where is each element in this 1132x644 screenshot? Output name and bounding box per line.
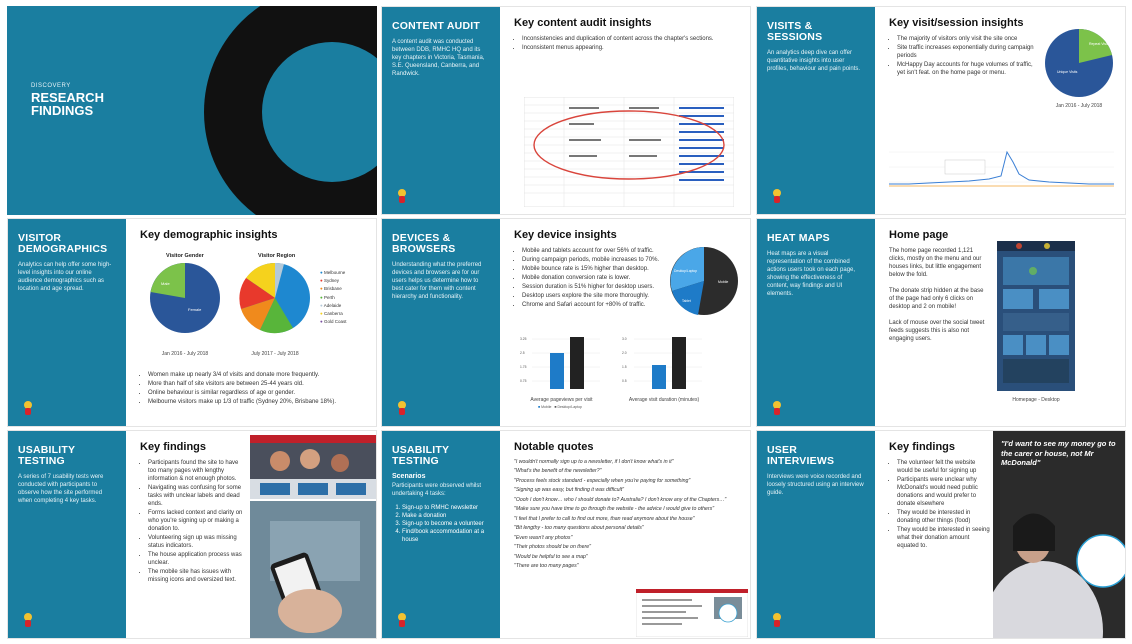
pie-label: Desktop/Laptop bbox=[674, 269, 698, 273]
slide-notable-quotes[interactable] bbox=[381, 430, 751, 639]
slide-heat-maps[interactable] bbox=[756, 218, 1126, 427]
side-text: A content audit was conducted between DDB, RMHC HQ and its key chapters in Victoria, Tasmania, S.E. Queensland, Canberra, and Randwick. bbox=[392, 39, 485, 77]
side-text: Interviews were voice recorded and loosely structured using an interview guide. bbox=[767, 474, 864, 496]
list-item: • Inconsistencies and duplication of content across the chapter's sections. bbox=[522, 35, 742, 43]
slide-heading: Key demographic insights bbox=[140, 229, 278, 241]
side-title: USER INTERVIEWS bbox=[767, 444, 835, 467]
legend-item: ● Adelaide bbox=[320, 302, 342, 308]
region-caption: July 2017 - July 2018 bbox=[251, 351, 299, 357]
insights-list bbox=[514, 35, 742, 52]
rmhc-logo-icon bbox=[22, 612, 34, 628]
legend-item: ● Brisbane bbox=[320, 286, 342, 292]
paragraph: The home page recorded 1,121 clicks, mostly on the menu and our houses links, but little engagement below the fold. bbox=[889, 248, 982, 278]
list-item: • Melbourne visitors make up 1/3 of traffic (Sydney 20%, Brisbane 18%). bbox=[148, 398, 370, 406]
list-item: 1. Sign-up to RMHC newsletter bbox=[402, 504, 490, 512]
list-item: • Session duration is 51% higher for desktop users. bbox=[522, 283, 662, 291]
list-item: • Chrome and Safari account for +80% of traffic. bbox=[522, 301, 662, 309]
quote: "I wouldn't normally sign up to a newsletter, if I don't know what's in it" bbox=[514, 459, 674, 465]
paragraph: Lack of mouse over the social tweet feeds suggests this is also not engaging users. bbox=[889, 320, 985, 342]
rmhc-logo-icon bbox=[396, 612, 408, 628]
audit-spreadsheet-image bbox=[524, 97, 734, 207]
slide-content-audit[interactable] bbox=[381, 6, 751, 215]
list-item: • Participants found the site to have too many pages with lengthy information & not enough photos. bbox=[148, 459, 245, 483]
device-pie-chart bbox=[668, 245, 740, 317]
slide-heading: Notable quotes bbox=[514, 441, 594, 453]
svg-text:1.75: 1.75 bbox=[520, 365, 527, 369]
list-item: • The majority of visitors only visit the site once bbox=[897, 35, 1034, 43]
side-title: VISITS & SESSIONS bbox=[767, 20, 823, 43]
side-panel bbox=[757, 431, 875, 638]
side-panel bbox=[8, 219, 126, 426]
findings-list bbox=[889, 459, 991, 550]
side-panel bbox=[382, 431, 500, 638]
rmhc-logo-icon bbox=[771, 188, 783, 204]
side-title: USABILITY TESTING bbox=[392, 444, 450, 467]
rmhc-logo-icon bbox=[396, 188, 408, 204]
svg-text:1.5: 1.5 bbox=[622, 365, 627, 369]
list-item: • Navigating was confusing for some tasks with unclear labels and dead ends. bbox=[148, 484, 245, 508]
side-text: A series of 7 usability tests were conducted with participants to observe how the site performed when completing 4 key tasks. bbox=[18, 474, 104, 504]
list-item: 2. Make a donation bbox=[402, 512, 490, 520]
traffic-line-chart bbox=[889, 132, 1114, 207]
side-title: VISITOR DEMOGRAPHICS bbox=[18, 232, 108, 255]
slide-devices-browsers[interactable] bbox=[381, 218, 751, 427]
side-title: DEVICES & BROWSERS bbox=[392, 232, 456, 255]
quote: "What's the benefit of the newsletter?" bbox=[514, 468, 602, 475]
testing-session-screenshot bbox=[636, 589, 748, 637]
side-title: USABILITY TESTING bbox=[18, 444, 76, 467]
pie-label: Female bbox=[188, 307, 202, 312]
list-item: • They would be interested in seeing what their donation amount equated to. bbox=[897, 526, 991, 550]
interview-quote: "I'd want to see my money go to the carer or house, not Mr McDonald" bbox=[1001, 439, 1116, 467]
slide-heading: Key device insights bbox=[514, 229, 617, 241]
tasks-list bbox=[392, 504, 490, 544]
legend-item: ● Melbourne bbox=[320, 270, 346, 275]
pie-label: Unique Visits bbox=[1057, 70, 1078, 74]
side-panel bbox=[8, 431, 126, 638]
visits-pie-chart bbox=[1043, 27, 1115, 99]
legend-item: ● Gold Coast bbox=[320, 319, 347, 325]
list-item: • Site traffic increases exponentially during campaign periods bbox=[897, 44, 1034, 60]
quotes-list bbox=[514, 459, 744, 570]
list-item: • The volunteer felt the website would be useful for signing up bbox=[897, 459, 991, 475]
quote: "Bit lengthy - too many questions about personal details" bbox=[514, 525, 644, 532]
chart2-caption: Average visit duration (minutes) bbox=[628, 397, 700, 403]
slide-user-interviews[interactable] bbox=[756, 430, 1126, 639]
list-item: • The house application process was unclear. bbox=[148, 551, 245, 567]
side-panel bbox=[382, 219, 500, 426]
list-item: • Forms lacked context and clarity on who you're signing up or making a donation to. bbox=[148, 509, 245, 533]
pie-label: Mobile bbox=[718, 280, 729, 284]
pageviews-bar-chart bbox=[520, 331, 600, 393]
findings-list bbox=[140, 459, 245, 584]
side-title: HEAT MAPS bbox=[767, 232, 830, 244]
list-item: • Mobile bounce rate is 15% higher than desktop. bbox=[522, 265, 662, 273]
quote: "Their photos should be on there" bbox=[514, 544, 591, 551]
svg-text:3.0: 3.0 bbox=[622, 337, 627, 341]
chart-legend: ■ Mobile ■ Desktop/Laptop bbox=[538, 405, 582, 409]
region-pie-chart bbox=[238, 261, 312, 335]
legend-item: ● Canberra bbox=[320, 311, 343, 317]
slide-heading: Home page bbox=[889, 229, 949, 241]
slide-heading: Key findings bbox=[140, 441, 207, 453]
list-item: • Mobile and tablets account for over 56% of traffic. bbox=[522, 247, 662, 255]
interview-photo bbox=[993, 431, 1126, 639]
slide-heading: Key findings bbox=[889, 441, 956, 453]
legend-item: ● Sydney bbox=[320, 278, 339, 284]
pie-label: Tablet bbox=[682, 299, 691, 303]
gender-caption: Jan 2016 - July 2018 bbox=[161, 351, 209, 357]
side-text: An analytics deep dive can offer quantitative insights into user profiles, behaviour and pain points. bbox=[767, 50, 861, 72]
slide-visitor-demographics[interactable] bbox=[7, 218, 377, 427]
region-chart-title: Visitor Region bbox=[258, 253, 296, 259]
pie-caption: Jan 2016 - July 2018 bbox=[1055, 103, 1103, 109]
list-item: • Women make up nearly 3/4 of visits and donate more frequently. bbox=[148, 371, 370, 379]
phone-testing-photo bbox=[250, 501, 377, 639]
svg-text:2.0: 2.0 bbox=[622, 351, 627, 355]
list-item: • The mobile site has issues with missing icons and oversized text. bbox=[148, 568, 245, 584]
side-text: Understanding what the preferred devices and browsers are for our users helps us determine how to best cater for them with content hierarchy and functionality. bbox=[392, 262, 482, 300]
svg-text:2.5: 2.5 bbox=[520, 351, 525, 355]
quote: "Even wasn't any photos" bbox=[514, 534, 573, 541]
insights-list bbox=[889, 35, 1034, 77]
side-title: CONTENT AUDIT bbox=[392, 20, 480, 32]
list-item: 3. Sign-up to become a volunteer bbox=[402, 520, 490, 528]
heatmap-caption: Homepage - Desktop bbox=[1012, 397, 1060, 403]
pie-label: Male bbox=[161, 281, 170, 286]
quote: "There are too many pages" bbox=[514, 563, 579, 570]
rmhc-logo-icon bbox=[771, 400, 783, 416]
side-panel bbox=[382, 7, 500, 214]
paragraph: The donate strip hidden at the base of the page had only 6 clicks on desktop and 2 on mobile! bbox=[889, 288, 984, 310]
chart1-caption: Average pageviews per visit bbox=[530, 397, 593, 403]
side-panel bbox=[757, 7, 875, 214]
pie-label: Repeat Visits bbox=[1089, 42, 1110, 46]
gender-chart-title: Visitor Gender bbox=[166, 253, 204, 259]
legend-item: ● Perth bbox=[320, 294, 335, 300]
slide-title: RESEARCH FINDINGS bbox=[31, 90, 104, 118]
list-item: 4. Find/book accommodation at a house bbox=[402, 528, 490, 544]
slide-heading: Key visit/session insights bbox=[889, 17, 1024, 29]
list-item: • Online behaviour is similar regardless of age or gender. bbox=[148, 389, 370, 397]
rmhc-logo-icon bbox=[22, 400, 34, 416]
insights-list bbox=[514, 247, 662, 309]
gender-pie-chart bbox=[148, 261, 222, 335]
svg-text:3.25: 3.25 bbox=[520, 337, 527, 341]
rmhc-logo-icon bbox=[396, 400, 408, 416]
list-item: • Participants were unclear why McDonald's would need public donations and would prefer to donate elsewhere bbox=[897, 476, 991, 508]
side-text: Participants were observed whilst undertaking 4 tasks: bbox=[392, 483, 482, 497]
side-subtitle: Scenarios bbox=[392, 473, 426, 480]
heatmap-notes bbox=[889, 247, 989, 343]
side-text: Analytics can help offer some high-level insights into our online audience demographics such as location and age spread. bbox=[18, 262, 112, 292]
website-screenshot-photo bbox=[250, 435, 377, 499]
side-panel bbox=[757, 219, 875, 426]
slide-visits-sessions[interactable] bbox=[756, 6, 1126, 215]
svg-text:0.5: 0.5 bbox=[622, 379, 627, 383]
list-item: • They would be interested in donating other things (food) bbox=[897, 509, 991, 525]
list-item: • Volunteering sign up was missing status indicators. bbox=[148, 534, 245, 550]
quote: "Signing up was easy, but finding it was difficult" bbox=[514, 487, 624, 494]
quote: "Make sure you have time to go through the website - the advice I would give to others" bbox=[514, 506, 715, 513]
slide-heading: Key content audit insights bbox=[514, 17, 652, 29]
list-item: • During campaign periods, mobile increases to 70%. bbox=[522, 256, 662, 264]
slide-kicker: DISCOVERY bbox=[31, 83, 71, 89]
region-legend bbox=[320, 269, 347, 326]
list-item: • Inconsistent menus appearing. bbox=[522, 44, 742, 52]
list-item: • Desktop users explore the site more thoroughly. bbox=[522, 292, 662, 300]
insights-list bbox=[140, 371, 370, 407]
slide-research-findings[interactable] bbox=[7, 6, 377, 215]
list-item: • McHappy Day accounts for huge volumes of traffic, yet isn't feat. on the home page or menu. bbox=[897, 61, 1034, 77]
slide-usability-testing[interactable] bbox=[7, 430, 377, 639]
quote: "I feel that I prefer to call to find out more, than read anymore about the house" bbox=[514, 515, 695, 522]
list-item: • Mobile donation conversion rate is lower. bbox=[522, 274, 662, 282]
heatmap-screenshot bbox=[997, 241, 1075, 391]
rmhc-logo-icon bbox=[771, 612, 783, 628]
quote: "Oooh I don't know… who I should donate to? Australia? I don't know any of the Chapters…" bbox=[514, 496, 727, 503]
quote: "Process feels stock standard - especially when you're paying for something" bbox=[514, 477, 691, 484]
side-text: Heat maps are a visual representation of the combined actions users took on each page, showing the effectiveness of content, way findings and UI elements. bbox=[767, 251, 856, 297]
quote: "Would be helpful to see a map" bbox=[514, 553, 588, 560]
svg-text:0.75: 0.75 bbox=[520, 379, 527, 383]
list-item: • More than half of site visitors are between 25-44 years old. bbox=[148, 380, 370, 388]
duration-bar-chart bbox=[622, 331, 702, 393]
